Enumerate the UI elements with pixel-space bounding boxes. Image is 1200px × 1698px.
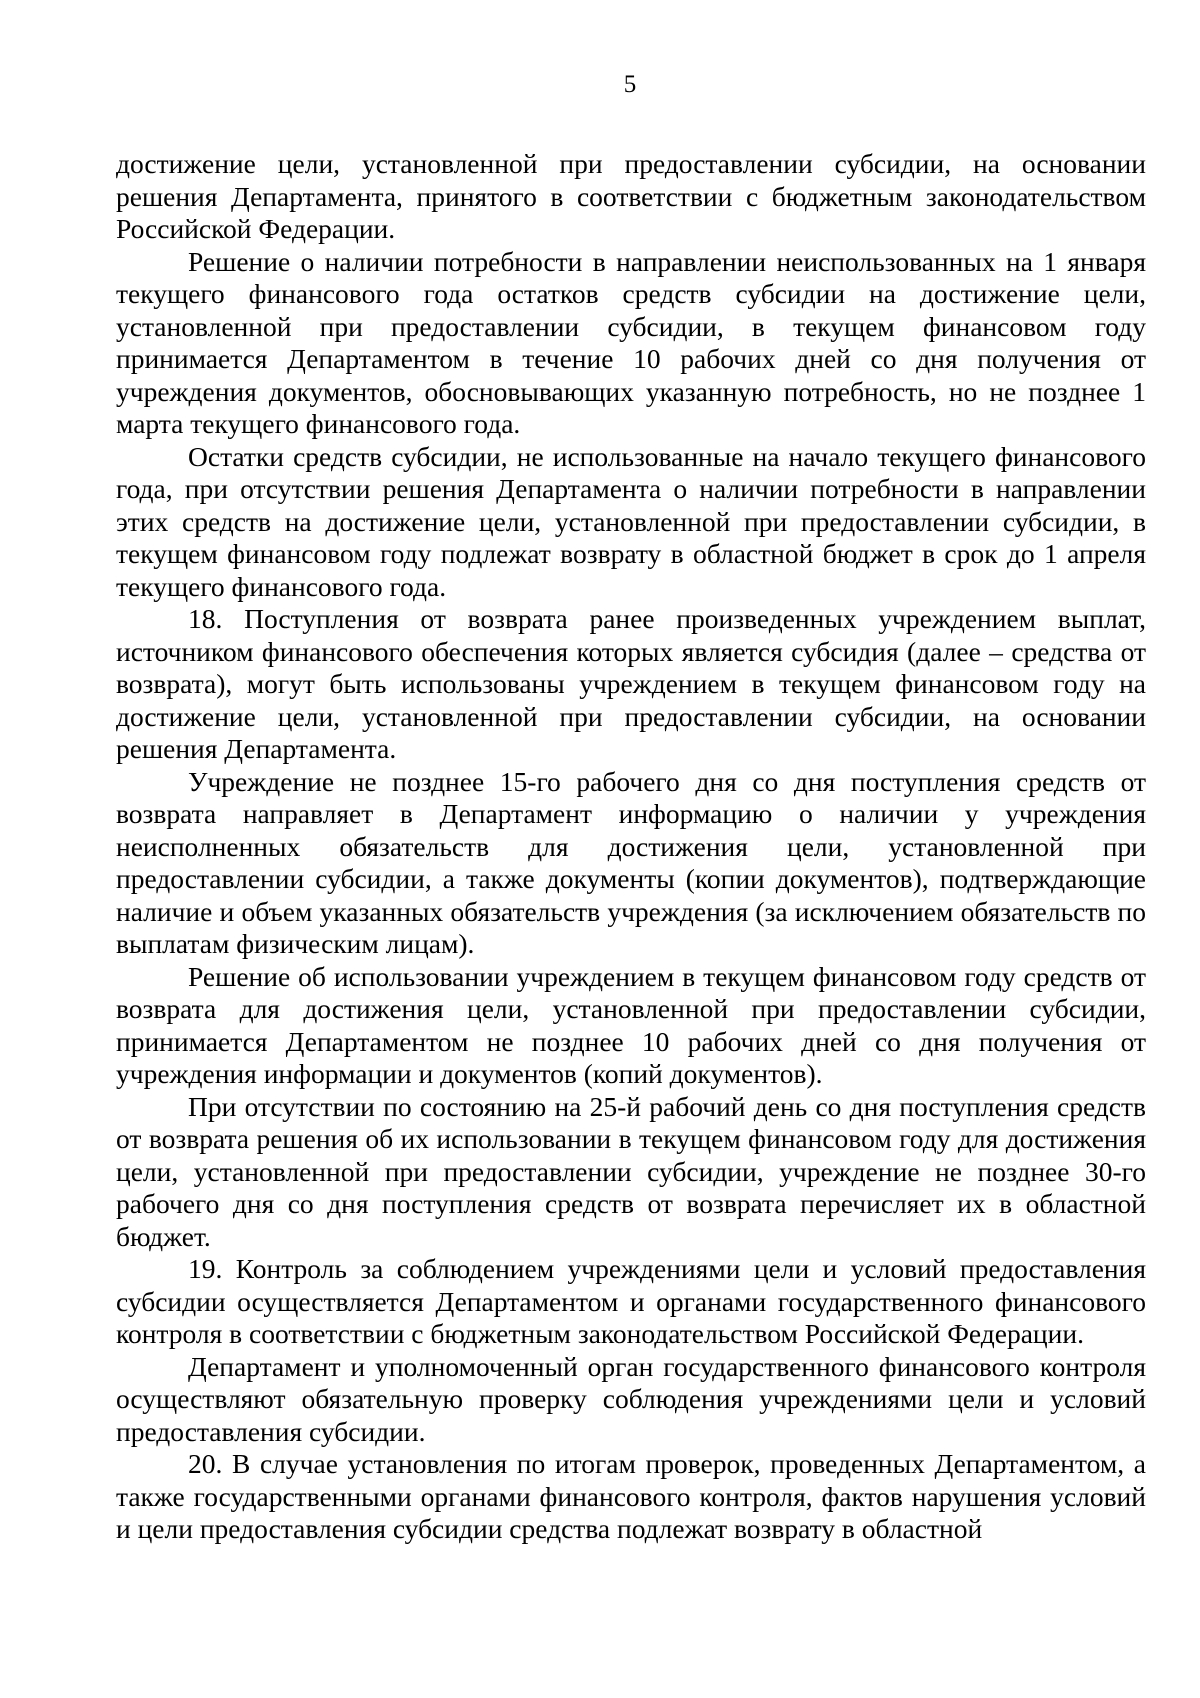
paragraph-mandatory-check: Департамент и уполномоченный орган государственного финансового контроля осуществляют обязательную проверку соблюдения учреждениями цели и условий предоставления субсидии. [116, 1350, 1146, 1447]
paragraph-usage-decision: Решение об использовании учреждением в текущем финансовом году средств от возврата для достижения цели, установленной при предоставлении субсидии, принимается Департаментом не позднее 10 рабочих дней со дня получения от учреждения информации и документов (копий документов). [116, 960, 1146, 1089]
paragraph-clause-20: 20. В случае установления по итогам проверок, проведенных Департаментом, а также государственными органами финансового контроля, фактов нарушения условий и цели предоставления субсидии средства подлежат возврату в областной [116, 1448, 1146, 1544]
paragraph-institution-information: Учреждение не позднее 15-го рабочего дня со дня поступления средств от возврата направляет в Департамент информацию о наличии у учреждения неисполненных обязательств для достижения цели, установленной при предоставлении субсидии, а также документы (копии документов), подтверждающие наличие и объем указанных обязательств учреждения (за исключением обязательств по выплатам физическим лицам). [116, 765, 1146, 959]
paragraph-clause-18: 18. Поступления от возврата ранее произведенных учреждением выплат, источником финансового обеспечения которых является субсидия (далее – средства от возврата), могут быть использованы учреждением в текущем финансовом году на достижение цели, установленной при предоставлении субсидии, на основании решения Департамента. [116, 603, 1146, 764]
page-number: 5 [623, 71, 637, 98]
paragraph-continuation: достижение цели, установленной при предоставлении субсидии, на основании решения Департамента, принятого в соответствии с бюджетным законодательством Российской Федерации. [116, 148, 1146, 244]
paragraph-unused-balance-decision: Решение о наличии потребности в направлении неиспользованных на 1 января текущего финансового года остатков средств субсидии на достижение цели, установленной при предоставлении субсидии, в текущем финансовом году принимается Департаментом в течение 10 рабочих дней со дня получения от учреждения документов, обосновывающих указанную потребность, но не позднее 1 марта текущего финансового года. [116, 245, 1146, 439]
paragraph-clause-19: 19. Контроль за соблюдением учреждениями цели и условий предоставления субсидии осуществляется Департаментом и органами государственного финансового контроля в соответствии с бюджетным законодательством Российской Федерации. [116, 1253, 1146, 1349]
document-body [116, 148, 1146, 1546]
paragraph-no-decision-transfer: При отсутствии по состоянию на 25-й рабочий день со дня поступления средств от возврата решения об их использовании в текущем финансовом году для достижения цели, установленной при предоставлении субсидии, учреждение не позднее 30-го рабочего дня со дня поступления средств от возврата перечисляет их в областной бюджет. [116, 1090, 1146, 1252]
paragraph-balance-return: Остатки средств субсидии, не использованные на начало текущего финансового года, при отсутствии решения Департамента о наличии потребности в направлении этих средств на достижение цели, установленной при предоставлении субсидии, в текущем финансовом году подлежат возврату в областной бюджет в срок до 1 апреля текущего финансового года. [116, 440, 1146, 602]
